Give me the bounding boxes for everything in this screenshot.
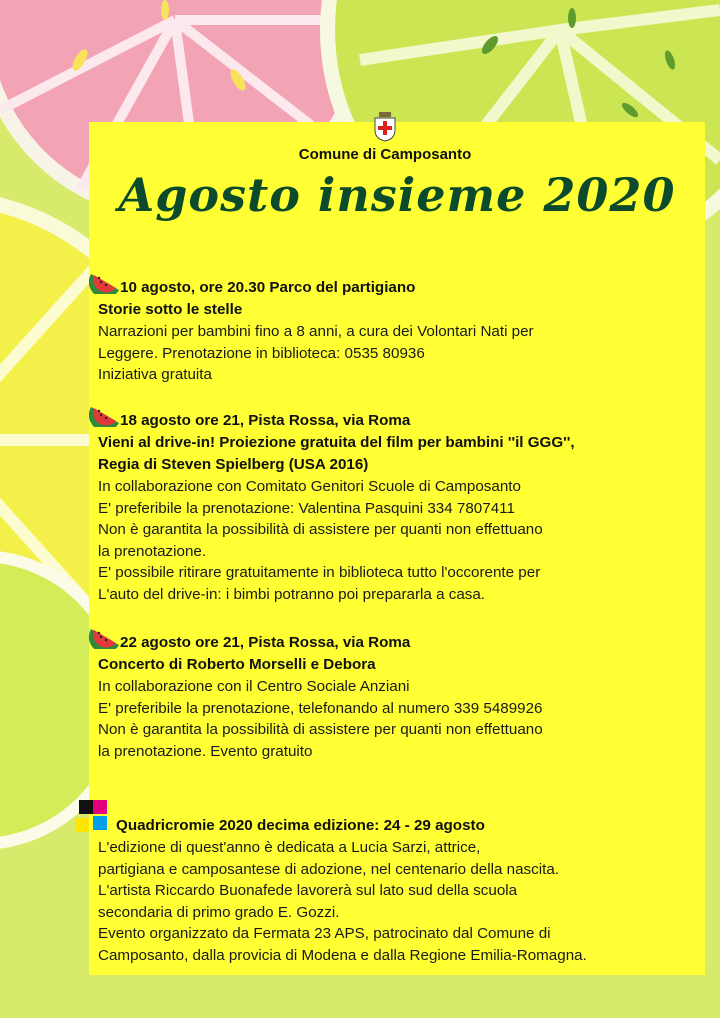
event-line: Iniziativa gratuita xyxy=(98,366,212,383)
event-line: la prenotazione. Evento gratuito xyxy=(98,742,313,760)
watermelon-icon xyxy=(89,625,121,649)
municipality-name: Comune di Camposanto xyxy=(298,146,472,163)
watermelon-icon xyxy=(89,403,121,427)
event-line: E' preferibile la prenotazione: Valentina Pasquini 334 7807411 xyxy=(98,499,515,517)
event-item xyxy=(98,632,698,762)
event-subtitle: Vieni al drive-in! Proiezione gratuita del film per bambini ''il GGG'', xyxy=(98,434,575,451)
event-line: Camposanto, dalla provicia di Modena e dalla Regione Emilia-Romagna. xyxy=(98,946,587,964)
event-line: L'auto del drive-in: i bimbi potranno poi prepararla a casa. xyxy=(98,585,486,603)
event-line: Narrazioni per bambini fino a 8 anni, a cura dei Volontari Nati per xyxy=(98,323,534,340)
event-line: la prenotazione. xyxy=(98,542,207,560)
municipal-crest-icon xyxy=(373,112,397,142)
event-item xyxy=(98,815,698,966)
event-headline: 10 agosto, ore 20.30 Parco del partigiano xyxy=(120,279,416,296)
event-line: Non è garantita la possibilità di assistere per quanti non effettuano xyxy=(98,521,543,538)
event-line: Non è garantita la possibilità di assistere per quanti non effettuano xyxy=(98,721,543,738)
event-headline: 18 agosto ore 21, Pista Rossa, via Roma xyxy=(120,412,411,429)
page-title: Agosto insieme 2020 xyxy=(118,168,676,222)
event-headline: 22 agosto ore 21, Pista Rossa, via Roma xyxy=(120,634,411,651)
event-item xyxy=(98,410,698,605)
event-line: In collaborazione con Comitato Genitori Scuole di Camposanto xyxy=(98,478,521,495)
event-line: L'edizione di quest'anno è dedicata a Lucia Sarzi, attrice, xyxy=(98,839,481,856)
event-line: L'artista Riccardo Buonafede lavorerà sul lato sud della scuola xyxy=(98,882,518,899)
event-line: Leggere. Prenotazione in biblioteca: 0535 80936 xyxy=(98,344,425,362)
event-line: E' preferibile la prenotazione, telefonando al numero 339 5489926 xyxy=(98,699,543,717)
watermelon-icon xyxy=(89,270,121,294)
event-line: partigiana e camposantese di adozione, nel centenario della nascita. xyxy=(98,860,559,878)
event-subtitle: Regia di Steven Spielberg (USA 2016) xyxy=(98,456,369,473)
event-subtitle: Concerto di Roberto Morselli e Debora xyxy=(98,656,376,673)
event-line: In collaborazione con il Centro Sociale Anziani xyxy=(98,678,410,695)
event-line: E' possibile ritirare gratuitamente in biblioteca tutto l'occorente per xyxy=(98,564,541,581)
event-subtitle: Storie sotto le stelle xyxy=(98,301,243,318)
event-item xyxy=(98,277,698,386)
event-headline: Quadricromie 2020 decima edizione: 24 - 29 agosto xyxy=(116,817,485,834)
event-line: Evento organizzato da Fermata 23 APS, patrocinato dal Comune di xyxy=(98,925,551,942)
event-line: secondaria di primo grado E. Gozzi. xyxy=(98,903,340,921)
